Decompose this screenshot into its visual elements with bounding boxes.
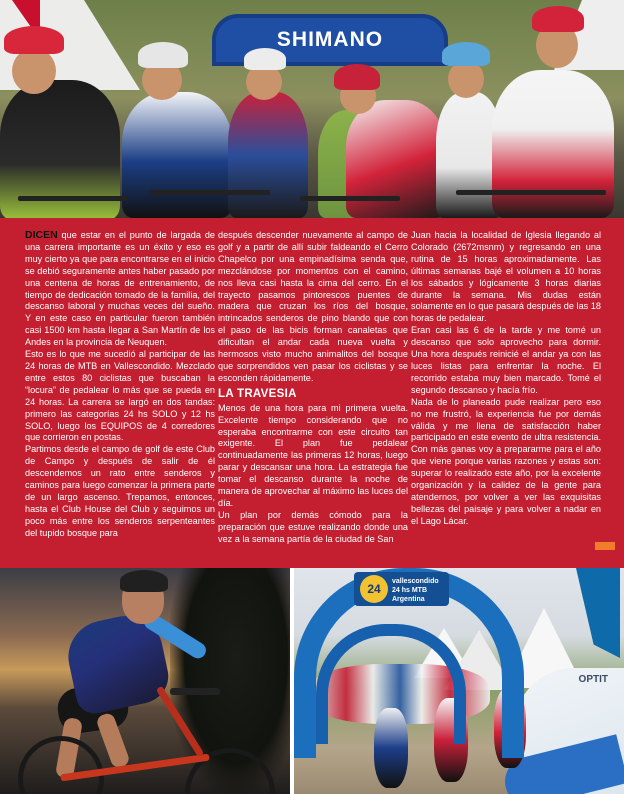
sponsor-text: OPTIT [578,674,608,685]
section-heading: LA TRAVESIA [218,387,297,400]
cyclist-leg [95,712,131,770]
rider-giant [122,92,232,218]
event-logo-24: 24 [360,575,388,603]
rider-shimano [492,70,614,218]
article-column-1 [25,230,215,540]
handlebar [456,190,606,195]
rider-shimano-helmet [532,6,584,32]
rider-red-white-helmet [334,64,380,90]
photo-race-start [294,568,624,794]
article-paragraph [25,230,215,349]
top-photo-riders [0,0,624,218]
handlebar [150,190,270,195]
rider-left-helmet [4,26,64,54]
end-of-article-mark [595,542,615,550]
article-paragraph: Esto es lo que me sucedió al participar de las 24 horas de MTB en Vallescondido. Mezclado entre estos 80 ciclistas que buscaban la “locura” de pedalear lo más que se pueda en 24 horas. La carrera se largó en dos tandas: primero las categorías 24 hs SOLO y 12 hs SOLO, luego los EQUIPOS de 4 corredores que corrieron en postas. [25,349,215,443]
article-column-2 [218,230,408,546]
bike-wheel-rear [18,736,104,794]
rider-specialized [228,92,308,218]
banner-line-2: 24 hs MTB Argentina [392,587,428,603]
article-paragraph: después descender nuevamente al campo de golf y a partir de allí subir faldeando el Cerro Chapelco por una empinadísima senda que, mezclándose por momentos con el camino, nos lleva casi hasta la cima del cerro. En el trayecto pasamos pintorescos puentes de madera que cruzan los ríos del bosque, intrincados senderos de pino blando que con el paso de las bicis forman canaletas que dificultan el andar cada nueva vuelta y hermosos visto mucho animalitos del bosque que sorprendidos ven pasar los ciclistas y se esconden rápidamente. [218,230,408,383]
paragraph-text: que estar en el punto de largada de una carrera importante es un éxito y eso es muy cierto ya que para encontrarse en el inicio se debió seguramente antes haber pasado por una centena de horas de entrenamiento, de tiempo de dedicación tomado de la familia, del descanso laboral y muchas veces del sueño. Y en este caso en particular fueron también casi 1500 km hasta llegar a San Martín de los Andes en la provincia de Neuquen. [25,230,215,348]
article-paragraph: Eran casi las 6 de la tarde y me tomé un descanso que solo aprovecho para dormir. Una hora después reinicié el andar ya con las luces listas para enfrentar la noche. El recorrido estaba muy bien marcado. Tomé el segundo descanso y hacía frío. [411,325,601,395]
banner-line-1: vallescondido [392,578,439,585]
rider-specialized-helmet [244,48,286,70]
rider-left-head [12,48,56,94]
article-kicker: DICEN [25,229,58,241]
article-paragraph: Menos de una hora para mi primera vuelta. Excelente tiempo considerando que no esperaba encontrarme con este circuito tan exigente. El plan fue pedalear continuadamente las primeras 12 horas, luego parar y descansar una hora. La estrategia fue tomar el descanso durante la noche de manera de aprovechar al máximo las luces del día. [218,402,408,508]
handlebar [18,196,128,201]
event-banner-text [392,577,449,604]
start-arch-inner [316,624,466,744]
cyclist-helmet [120,570,168,592]
article-paragraph: Un plan por demás cómodo para la preparación que estuve realizando donde una vez a la semana partía de la ciudad de San [218,509,408,544]
sponsor-flag [576,568,620,658]
article-paragraph: Partimos desde el campo de golf de este Club de Campo y después de salir de él descendemos un rato entre senderos y caminos para luego comenzar la primera parte de un largo ascenso. Trepamos, entonces, hasta el Club House del Club y seguimos un poco más entre los senderos serpenteantes del tupido bosque para [25,444,215,538]
arch-brand-text: SHIMANO [276,28,384,51]
rider-blue-helmet-helmet [442,42,490,66]
bike-handlebar [170,688,220,695]
handlebar [300,196,400,201]
article-paragraph: Juan hacia la localidad de Iglesia llegando al Colorado (2672msnm) y regresando en una rutina de 15 horas aproximadamente. Las últimas semanas bajé el volumen a 10 horas los sábados y lógicamente 3 horas diarias durante la semana. Mis dudas están solamente en lo que pasará después de las 18 horas de pedalear. [411,230,601,324]
event-banner [354,572,449,606]
rider-giant-helmet [138,42,188,68]
photo-cyclist-sunset [0,568,290,794]
article-paragraph: Nada de lo planeado pude realizar pero eso no me frustró, la experiencia fue por demás válida y me llena de satisfacción haber participado en este evento de ultra resistencia. Con más ganas voy a prepararme para el año que viene porque varias razones y estas son: superar lo realizado este año, por la excelente organización y la calidez de la gente para atendernos, por volver a ver las exquisitas bellezas del paisaje y para volver a nadar en el Lago Lácar. [411,396,601,526]
article-column-3 [411,230,601,528]
article-panel [0,218,624,568]
